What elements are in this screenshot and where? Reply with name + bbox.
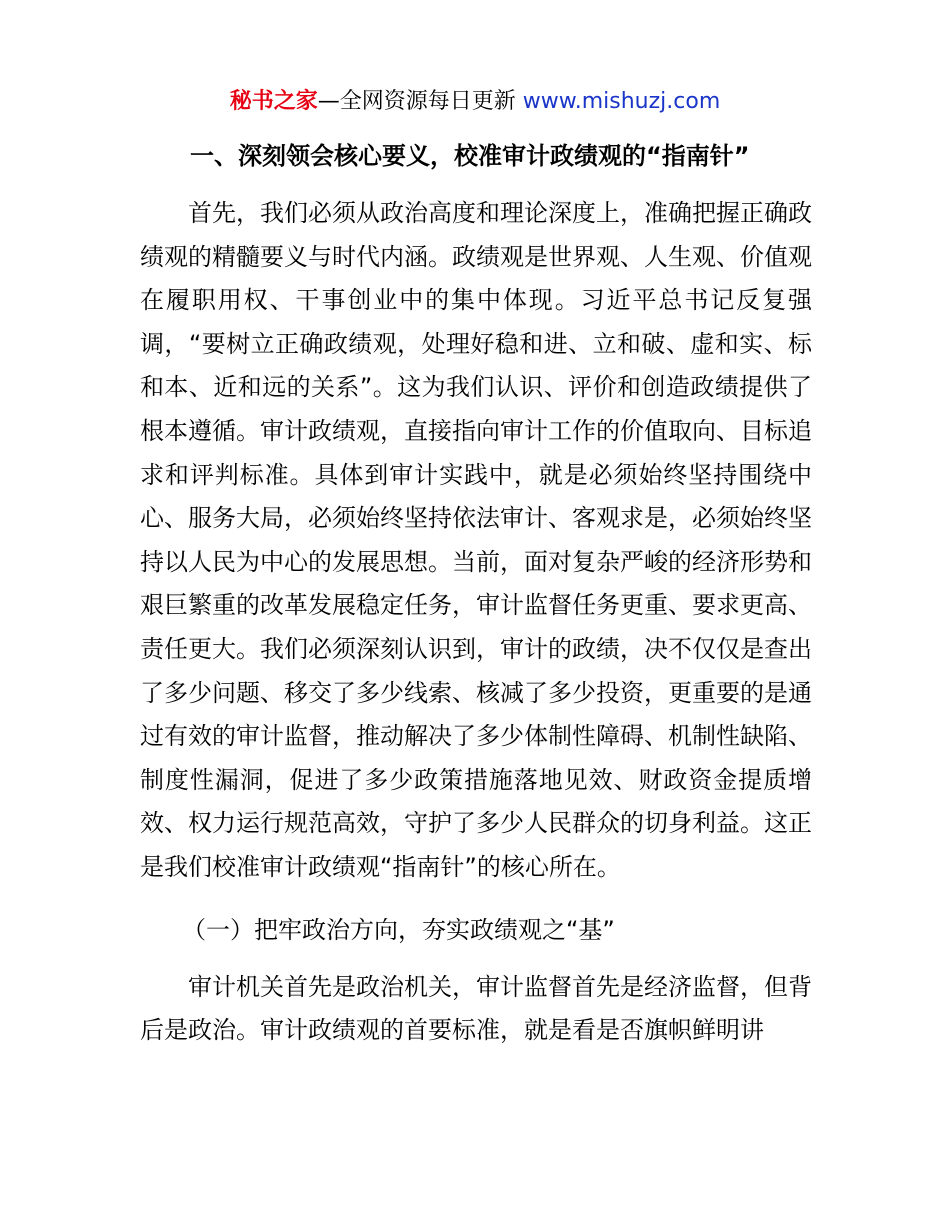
section-heading: 一、深刻领会核心要义，校准审计政绩观的“指南针” — [190, 142, 750, 170]
document-body — [140, 134, 812, 1053]
site-header — [0, 86, 950, 118]
paragraph: 审计机关首先是政治机关，审计监督首先是经济监督，但背后是政治。审计政绩观的首要标准，就是看是否旗帜鲜明讲 — [140, 972, 812, 1045]
paragraph: 首先，我们必须从政治高度和理论深度上，准确把握正确政绩观的精髓要义与时代内涵。政绩观是世界观、人生观、价值观在履职用权、干事创业中的集中体现。习近平总书记反复强调，“要树立正确政绩观，处理好稳和进、立和破、虚和实、标和本、近和远的关系”。这为我们认识、评价和创造政绩提供了根本遵循。审计政绩观，直接指向审计工作的价值取向、目标追求和评判标准。具体到审计实践中，就是必须始终坚持围绕中心、服务大局，必须始终坚持依法审计、客观求是，必须始终坚持以人民为中心的发展思想。当前，面对复杂严峻的经济形势和艰巨繁重的改革发展稳定任务，审计监督任务更重、要求更高、责任更大。我们必须深刻认识到，审计的政绩，决不仅仅是查出了多少问题、移交了多少线索、核减了多少投资，更重要的是通过有效的审计监督，推动解决了多少体制性障碍、机制性缺陷、制度性漏洞，促进了多少政策措施落地见效、财政资金提质增效、权力运行规范高效，守护了多少人民群众的切身利益。这正是我们校准审计政绩观“指南针”的核心所在。 — [140, 199, 812, 881]
subsection-heading: （一）把牢政治方向，夯实政绩观之“基” — [182, 915, 615, 944]
brand-name: 秘书之家 — [229, 89, 318, 114]
header-tagline: —全网资源每日更新 — [317, 89, 516, 114]
site-url-link[interactable]: www.mishuzj.com — [522, 89, 721, 114]
